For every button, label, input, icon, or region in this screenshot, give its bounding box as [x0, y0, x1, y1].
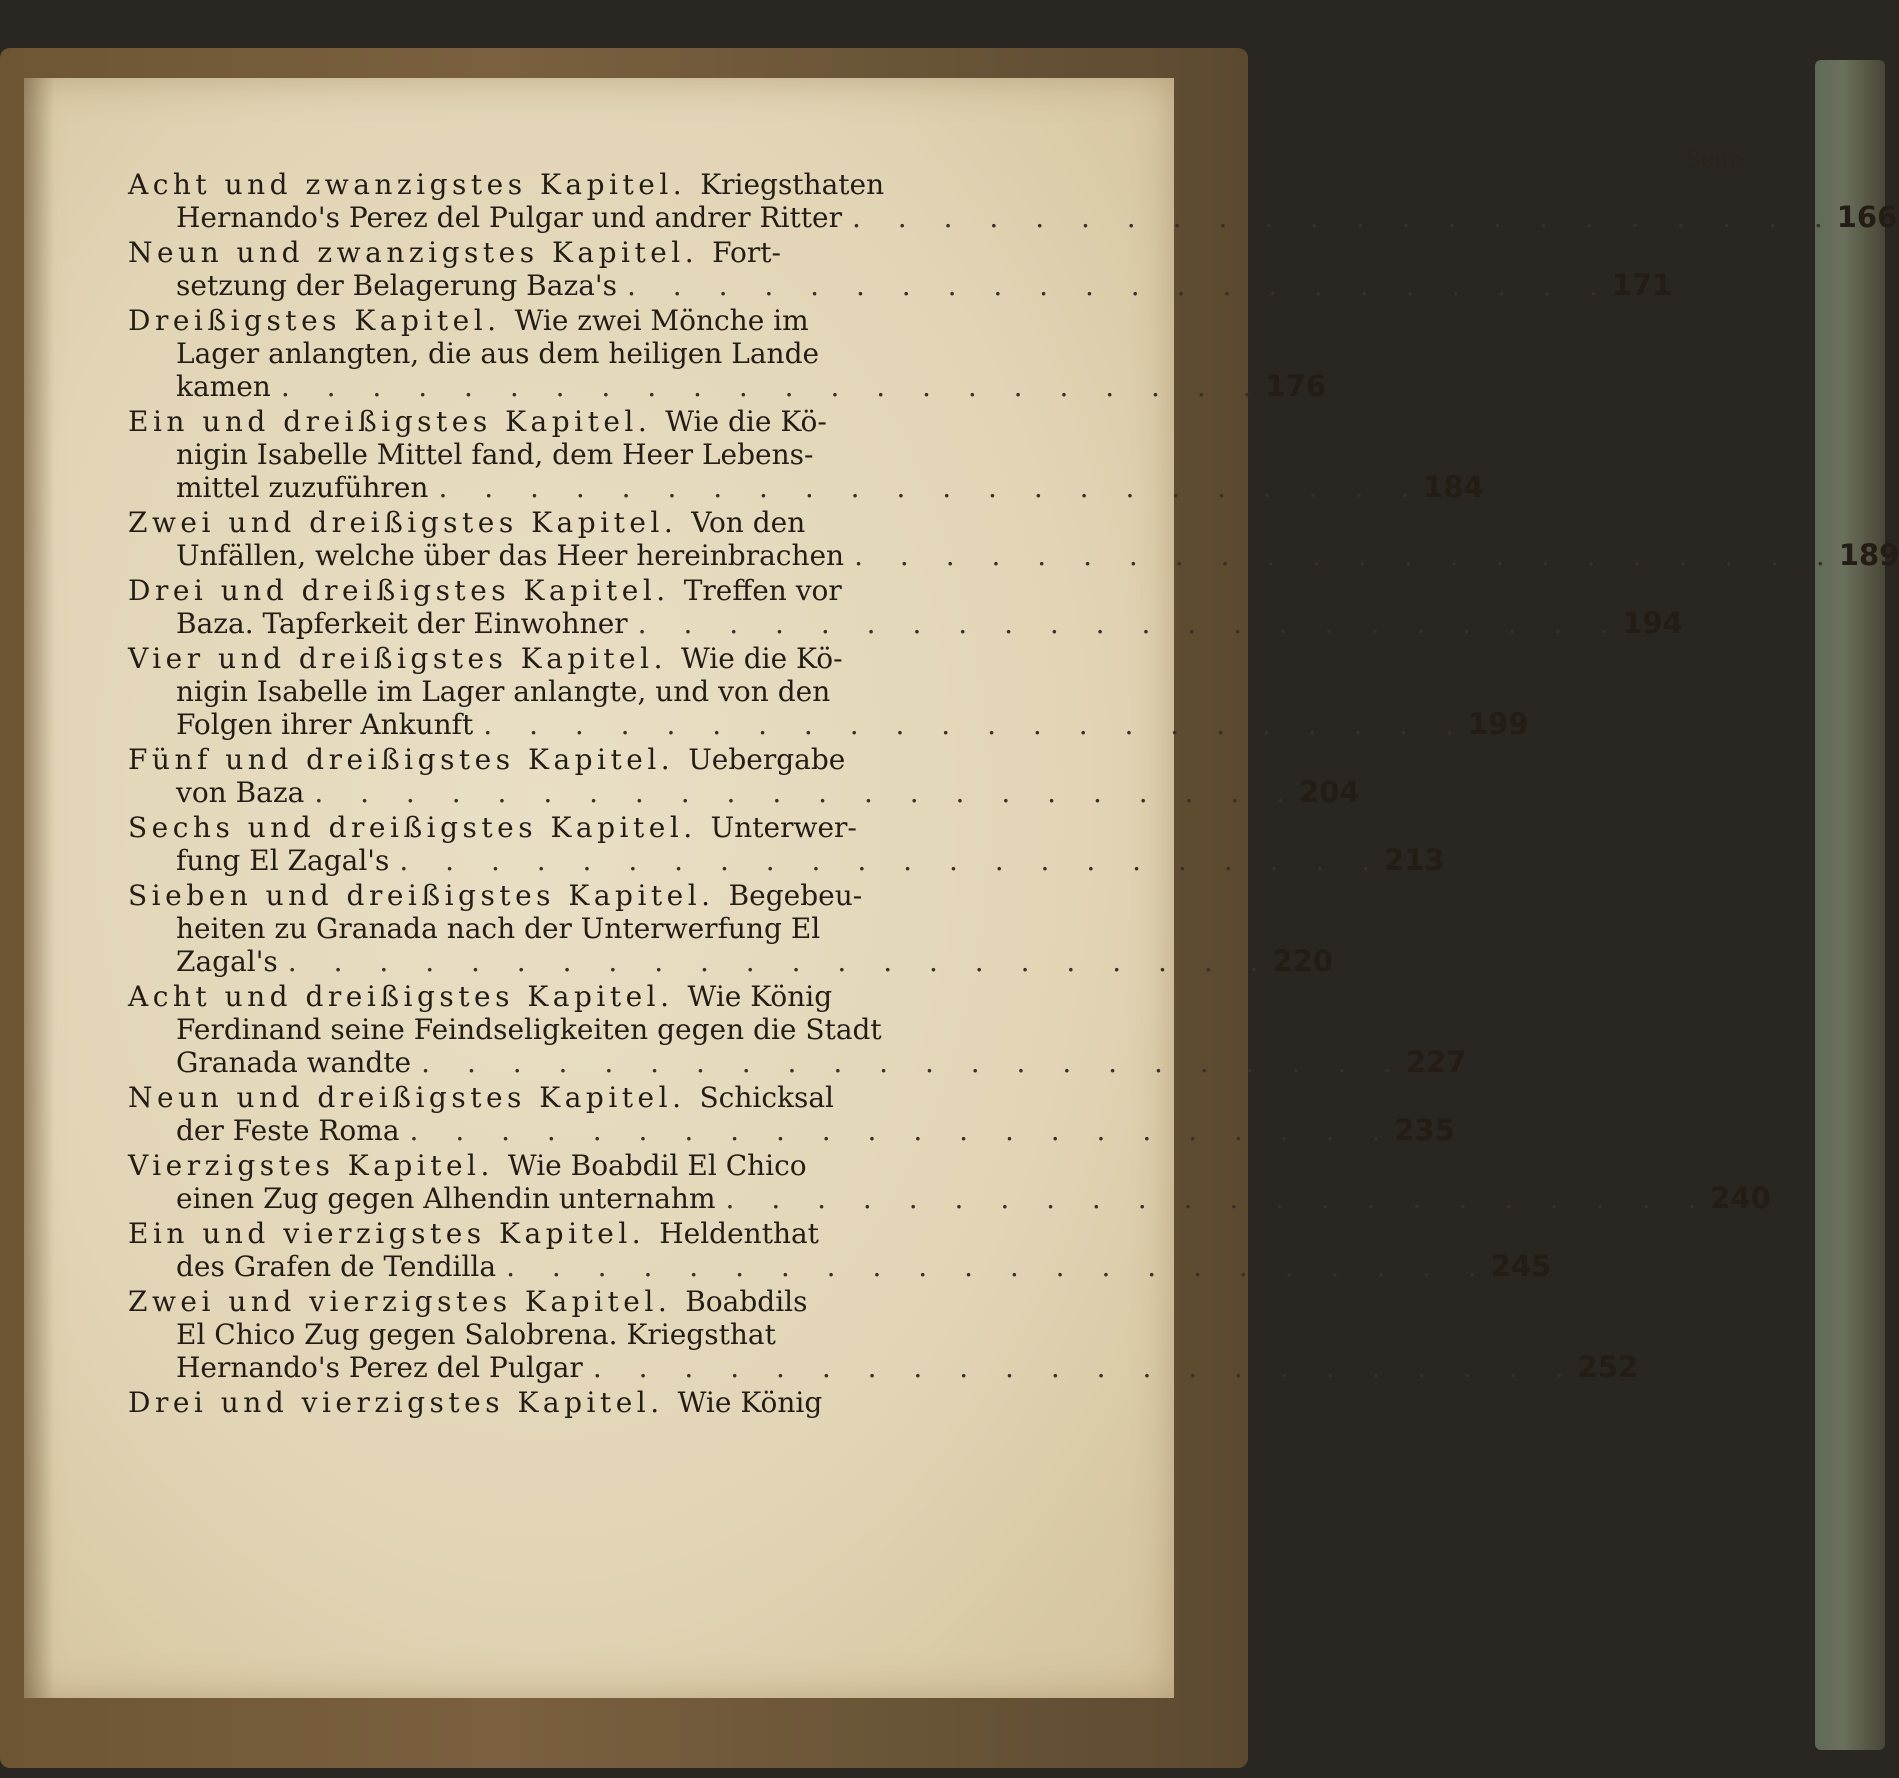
- chapter-title-text: Begebeu-: [728, 879, 863, 912]
- chapter-heading: Drei und vierzigstes Kapitel.: [128, 1386, 664, 1419]
- page-number: 240: [1710, 1181, 1771, 1215]
- toc-line: [128, 811, 1038, 844]
- toc-line: [128, 743, 1038, 776]
- toc-line: [128, 1217, 1038, 1250]
- chapter-title-text: setzung der Belagerung Baza's: [176, 269, 617, 302]
- toc-line: [128, 1081, 1038, 1114]
- toc-entry: [128, 1217, 1552, 1283]
- chapter-title-text: Fort-: [712, 236, 781, 269]
- page-number: 194: [1622, 606, 1683, 640]
- toc-line: [128, 775, 1360, 809]
- dot-leader: . . . . . . . . . . . . . . . . . . . . . .: [626, 269, 1612, 302]
- toc-line: [128, 1013, 1038, 1046]
- toc-line: [128, 642, 1038, 675]
- chapter-heading: Vierzigstes Kapitel.: [128, 1149, 494, 1182]
- page-number: 213: [1384, 843, 1445, 877]
- toc-entry: [128, 1386, 1038, 1419]
- dot-leader: . . . . . . . . . . . . . . . . . . . . . .: [409, 1114, 1395, 1147]
- toc-line: [128, 1181, 1771, 1215]
- chapter-title-text: Lager anlangten, die aus dem heiligen Lande: [176, 337, 820, 370]
- toc-line: [128, 1113, 1455, 1147]
- chapter-title-text: fung El Zagal's: [176, 844, 390, 877]
- page-number: 189: [1838, 538, 1899, 572]
- chapter-heading: Neun und dreißigstes Kapitel.: [128, 1081, 686, 1114]
- page-number: 220: [1272, 944, 1334, 978]
- chapter-title-text: heiten zu Granada nach der Unterwerfung El: [176, 912, 821, 945]
- page-number: 204: [1299, 775, 1360, 809]
- chapter-title-text: Hernando's Perez del Pulgar: [176, 1351, 583, 1384]
- toc-line: [128, 980, 1038, 1013]
- toc-entry: [128, 1285, 1639, 1384]
- chapter-heading: Fünf und dreißigstes Kapitel.: [128, 743, 675, 776]
- chapter-heading: Drei und dreißigstes Kapitel.: [128, 574, 670, 607]
- toc-entry: [128, 236, 1673, 302]
- toc-entry: [128, 642, 1529, 741]
- toc-line: [128, 574, 1038, 607]
- dot-leader: . . . . . . . . . . . . . . . . . . . . . .: [287, 945, 1273, 978]
- toc-line: [128, 944, 1334, 978]
- toc-line: [128, 1149, 1038, 1182]
- page-number: 227: [1405, 1045, 1467, 1079]
- chapter-title-text: Uebergabe: [688, 743, 846, 776]
- chapter-heading: Acht und zwanzigstes Kapitel.: [128, 168, 687, 201]
- dot-leader: . . . . . . . . . . . . . . . . . . . . . .: [280, 370, 1266, 403]
- toc-entry: [128, 304, 1327, 403]
- chapter-title-text: Wie König: [687, 980, 833, 1013]
- chapter-title-text: mittel zuzuführen: [176, 471, 429, 504]
- toc-entry: [128, 506, 1899, 572]
- chapter-title-text: Boabdils: [685, 1285, 808, 1318]
- dot-leader: . . . . . . . . . . . . . . . . . . . . . .: [483, 708, 1468, 741]
- toc-entry: [128, 405, 1484, 504]
- chapter-title-text: Wie die Kö-: [680, 642, 843, 675]
- dot-leader: . . . . . . . . . . . . . . . . . . . . . .: [854, 539, 1839, 572]
- chapter-title-text: nigin Isabelle Mittel fand, dem Heer Lebens-: [176, 438, 814, 471]
- toc-line: [128, 707, 1529, 741]
- dot-leader: . . . . . . . . . . . . . . . . . . . . . .: [399, 844, 1385, 877]
- dot-leader: . . . . . . . . . . . . . . . . . . . . . .: [421, 1046, 1406, 1079]
- dot-leader: . . . . . . . . . . . . . . . . . . . . . .: [725, 1182, 1711, 1215]
- chapter-title-text: Wie die Kö-: [665, 405, 827, 438]
- chapter-heading: Zwei und vierzigstes Kapitel.: [128, 1285, 672, 1318]
- toc-entry: [128, 1081, 1455, 1147]
- toc-entry: [128, 1149, 1771, 1215]
- spine-shadow: [24, 78, 54, 1698]
- chapter-title-text: Wie zwei Mönche im: [514, 304, 809, 337]
- toc-line: [128, 538, 1899, 572]
- dot-leader: . . . . . . . . . . . . . . . . . . . . . .: [506, 1250, 1491, 1283]
- chapter-title-text: nigin Isabelle im Lager anlangte, und von den: [176, 675, 831, 708]
- chapter-title-text: von Baza: [176, 776, 305, 809]
- toc-line: [128, 236, 1038, 269]
- toc-entry: [128, 743, 1360, 809]
- page-number: 199: [1468, 707, 1529, 741]
- toc-line: [128, 843, 1445, 877]
- toc-entry: [128, 574, 1683, 640]
- toc-line: [128, 506, 1038, 539]
- chapter-title-text: Wie Boabdil El Chico: [507, 1149, 807, 1182]
- chapter-title-text: Wie König: [677, 1386, 823, 1419]
- chapter-title-text: Folgen ihrer Ankunft: [176, 708, 474, 741]
- toc-line: [128, 337, 1038, 370]
- toc-line: [128, 1285, 1038, 1318]
- chapter-heading: Neun und zwanzigstes Kapitel.: [128, 236, 699, 269]
- table-of-contents: [128, 168, 1899, 1421]
- toc-line: [128, 879, 1038, 912]
- dot-leader: . . . . . . . . . . . . . . . . . . . . . .: [637, 607, 1623, 640]
- toc-line: [128, 168, 1038, 201]
- page-number: 171: [1611, 268, 1673, 302]
- chapter-heading: Ein und vierzigstes Kapitel.: [128, 1217, 646, 1250]
- page-number: 184: [1423, 470, 1484, 504]
- toc-line: [128, 606, 1683, 640]
- page-column-label: Seite: [1686, 148, 1743, 173]
- toc-line: [128, 1249, 1552, 1283]
- dot-leader: . . . . . . . . . . . . . . . . . . . . . .: [852, 201, 1837, 234]
- toc-entry: [128, 980, 1467, 1079]
- toc-entry: [128, 811, 1445, 877]
- toc-line: [128, 304, 1038, 337]
- chapter-title-text: der Feste Roma: [176, 1114, 400, 1147]
- chapter-title-text: Baza. Tapferkeit der Einwohner: [176, 607, 628, 640]
- toc-entry: [128, 879, 1334, 978]
- cover-edge: [1815, 60, 1885, 1750]
- chapter-title-text: Kriegsthaten: [700, 168, 885, 201]
- page-number: 176: [1265, 369, 1327, 403]
- chapter-title-text: Granada wandte: [176, 1046, 412, 1079]
- toc-line: [128, 675, 1038, 708]
- page-number: 235: [1394, 1113, 1455, 1147]
- toc-line: [128, 1045, 1467, 1079]
- page-number: 245: [1490, 1249, 1552, 1283]
- dot-leader: . . . . . . . . . . . . . . . . . . . . . .: [314, 776, 1300, 809]
- toc-line: [128, 268, 1673, 302]
- chapter-heading: Vier und dreißigstes Kapitel.: [128, 642, 667, 675]
- chapter-heading: Ein und dreißigstes Kapitel.: [128, 405, 652, 438]
- chapter-title-text: El Chico Zug gegen Salobrena. Kriegsthat: [176, 1318, 776, 1351]
- chapter-heading: Acht und dreißigstes Kapitel.: [128, 980, 674, 1013]
- toc-line: [128, 1350, 1639, 1384]
- chapter-title-text: einen Zug gegen Alhendin unternahm: [176, 1182, 716, 1215]
- chapter-heading: Sechs und dreißigstes Kapitel.: [128, 811, 697, 844]
- toc-line: [128, 1386, 1038, 1419]
- chapter-title-text: Ferdinand seine Feindseligkeiten gegen die Stadt: [176, 1013, 882, 1046]
- dot-leader: . . . . . . . . . . . . . . . . . . . . . .: [592, 1351, 1578, 1384]
- toc-line: [128, 200, 1898, 234]
- page-number: 166: [1836, 200, 1898, 234]
- chapter-title-text: Unfällen, welche über das Heer hereinbrachen: [176, 539, 845, 572]
- chapter-title-text: Hernando's Perez del Pulgar und andrer Ritter: [176, 201, 842, 234]
- chapter-title-text: kamen: [176, 370, 271, 403]
- chapter-title-text: Schicksal: [699, 1081, 835, 1114]
- toc-line: [128, 470, 1484, 504]
- chapter-title-text: Von den: [691, 506, 806, 539]
- toc-line: [128, 1318, 1038, 1351]
- chapter-title-text: Zagal's: [176, 945, 278, 978]
- chapter-title-text: des Grafen de Tendilla: [176, 1250, 497, 1283]
- chapter-heading: Dreißigstes Kapitel.: [128, 304, 501, 337]
- toc-entry: [128, 168, 1898, 234]
- chapter-title-text: Heldenthat: [659, 1217, 819, 1250]
- page-number: 252: [1577, 1350, 1639, 1384]
- toc-line: [128, 438, 1038, 471]
- chapter-heading: Sieben und dreißigstes Kapitel.: [128, 879, 715, 912]
- toc-line: [128, 405, 1038, 438]
- dot-leader: . . . . . . . . . . . . . . . . . . . . . .: [438, 471, 1424, 504]
- chapter-title-text: Unterwer-: [710, 811, 857, 844]
- toc-line: [128, 912, 1038, 945]
- chapter-title-text: Treffen vor: [683, 574, 842, 607]
- toc-line: [128, 369, 1327, 403]
- chapter-heading: Zwei und dreißigstes Kapitel.: [128, 506, 678, 539]
